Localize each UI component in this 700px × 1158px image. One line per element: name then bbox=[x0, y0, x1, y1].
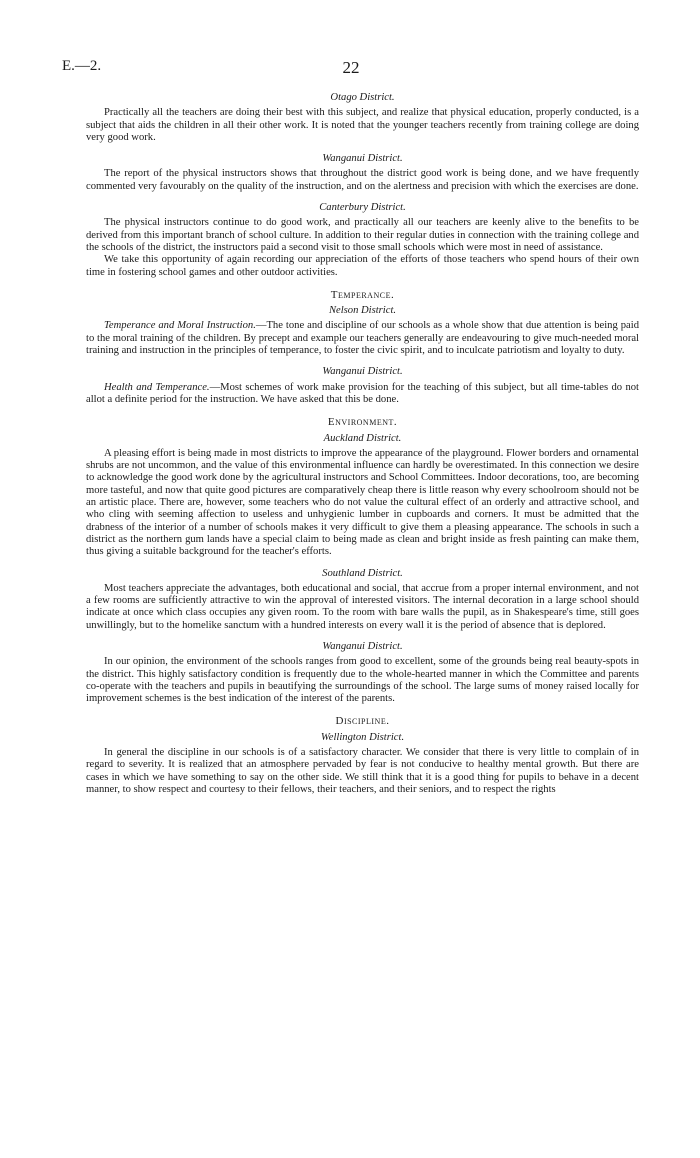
paragraph-lead: Temperance and Moral Instruction. bbox=[104, 320, 256, 332]
paragraph: We take this opportunity of again recording our appreciation of the efforts of those teachers who spend hours of their own time in fostering school games and other outdoor activities. bbox=[86, 254, 639, 278]
district-heading: Canterbury District. bbox=[319, 202, 406, 214]
page-number: 22 bbox=[342, 58, 360, 77]
document-reference: E.—2. bbox=[62, 58, 102, 74]
paragraph: In our opinion, the environment of the schools ranges from good to excellent, some of the grounds being real beauty-spots in the district. This highly satisfactory condition is frequently due to the whole-hearted manner in which the Committee and parents co-operate with the teachers and pupils in beautifying the surroundings of the school. The large sums of money raised locally for improvement schemes is the best indication of the interest of the parents. bbox=[86, 656, 639, 705]
paragraph-lead: Health and Temperance. bbox=[104, 381, 210, 393]
district-heading: Wanganui District. bbox=[322, 366, 403, 378]
district-heading: Otago District. bbox=[330, 92, 395, 103]
discipline-wellington bbox=[86, 732, 639, 796]
paragraph bbox=[86, 382, 639, 407]
paragraph: Most teachers appreciate the advantages, both educational and social, that accrue from a proper internal environment, and not a few rooms are sufficiently attractive to win the approval of interested visitors. The internal decoration in a large school should indicate at once which class occupies any given room. To the room with bare walls the pupil, as in Shakespeare's time, still goes unwillingly, but to the homelike sanctum with a hundred interests on every wall it is the period of absence that is deplored. bbox=[86, 582, 639, 631]
district-heading: Wellington District. bbox=[320, 731, 405, 743]
section-title-discipline: Discipline. bbox=[335, 715, 390, 728]
paragraph: A pleasing effort is being made in most districts to improve the appearance of the playground. Flower borders and ornamental shrubs are not uncommon, and the value of this environmental influence can hardly be overestimated. In this connection we desire to acknowledge the good work done by the agricultural instructors and School Committees. Indoor decorations, too, are becoming more tasteful, and now that quite good pictures are comparatively cheap there is little reason why every schoolroom should not be an artistic place. There are, however, some teachers who do not value the cultural effect of an orderly and attractive school, and who cling with seeming affection to useless and unhygienic lumber in cupboards and corners. It must be admitted that the drabness of the interior of a number of schools makes it very difficult to give them a pleasing appearance. The schools in such a district as the northern gum lands have a special claim to being made as clean and bright inside as fresh painting can make them, thus giving a suitable background for the teacher's efforts. bbox=[86, 447, 639, 558]
temperance-wanganui bbox=[86, 366, 639, 406]
environment-wanganui bbox=[86, 641, 639, 705]
canterbury-section bbox=[86, 202, 639, 279]
district-heading: Wanganui District. bbox=[322, 153, 403, 165]
wanganui-physical-section bbox=[86, 153, 639, 193]
environment-auckland bbox=[86, 433, 639, 559]
page-header bbox=[62, 58, 640, 80]
paragraph: The report of the physical instructors shows that throughout the district good work is being done, and we have frequently commented very favourably on the quality of the instruction, and on the alertness and precision with which the exercises are done. bbox=[86, 168, 639, 192]
page-body bbox=[86, 92, 639, 805]
environment-southland bbox=[86, 568, 639, 632]
district-heading: Auckland District. bbox=[323, 432, 402, 444]
temperance-nelson bbox=[86, 305, 639, 357]
paragraph-text: —Most schemes of work make provision for the teaching of this subject, but all time-tables do not allot a definite period for the instruction. We have asked that this be done. bbox=[86, 381, 639, 405]
paragraph bbox=[86, 320, 639, 357]
section-title-environment: Environment. bbox=[327, 416, 398, 429]
paragraph: The physical instructors continue to do good work, and practically all our teachers are keenly alive to the benefits to be derived from this important branch of school culture. In addition to their regular duties in connection with the training college and the schools of the district, the instructors paid a second visit to those small schools which were most in need of assistance. bbox=[86, 217, 639, 253]
section-title-temperance: Temperance. bbox=[330, 288, 395, 301]
paragraph: In general the discipline in our schools is of a satisfactory character. We consider that there is very little to complain of in regard to severity. It is realized that an atmosphere pervaded by fear is not conducive to healthy mental growth. But there are cases in which we have something to say on the other side. We still think that it is a good thing for pupils to behave in a decent manner, to show respect and courtesy to their fellows, their teachers, and their seniors, and to respect the rights bbox=[86, 747, 639, 795]
paragraph: Practically all the teachers are doing their best with this subject, and realize that physical education, properly conducted, is a subject that aids the children in all their other work. It is noted that the younger teachers recently from training college are doing very good work. bbox=[86, 107, 639, 143]
otago-section bbox=[86, 92, 639, 144]
district-heading: Southland District. bbox=[322, 567, 403, 579]
paragraph-text: —The tone and discipline of our schools as a whole show that due attention is being paid to the moral training of the children. By precept and example our teachers generally are endeavouring to give much-needed moral training and instruction in the principles of temperance, to foster the civic spirit, and to inculcate patriotism and loyalty to duty. bbox=[86, 320, 639, 357]
district-heading: Nelson District. bbox=[328, 305, 397, 317]
district-heading: Wanganui District. bbox=[322, 640, 403, 652]
